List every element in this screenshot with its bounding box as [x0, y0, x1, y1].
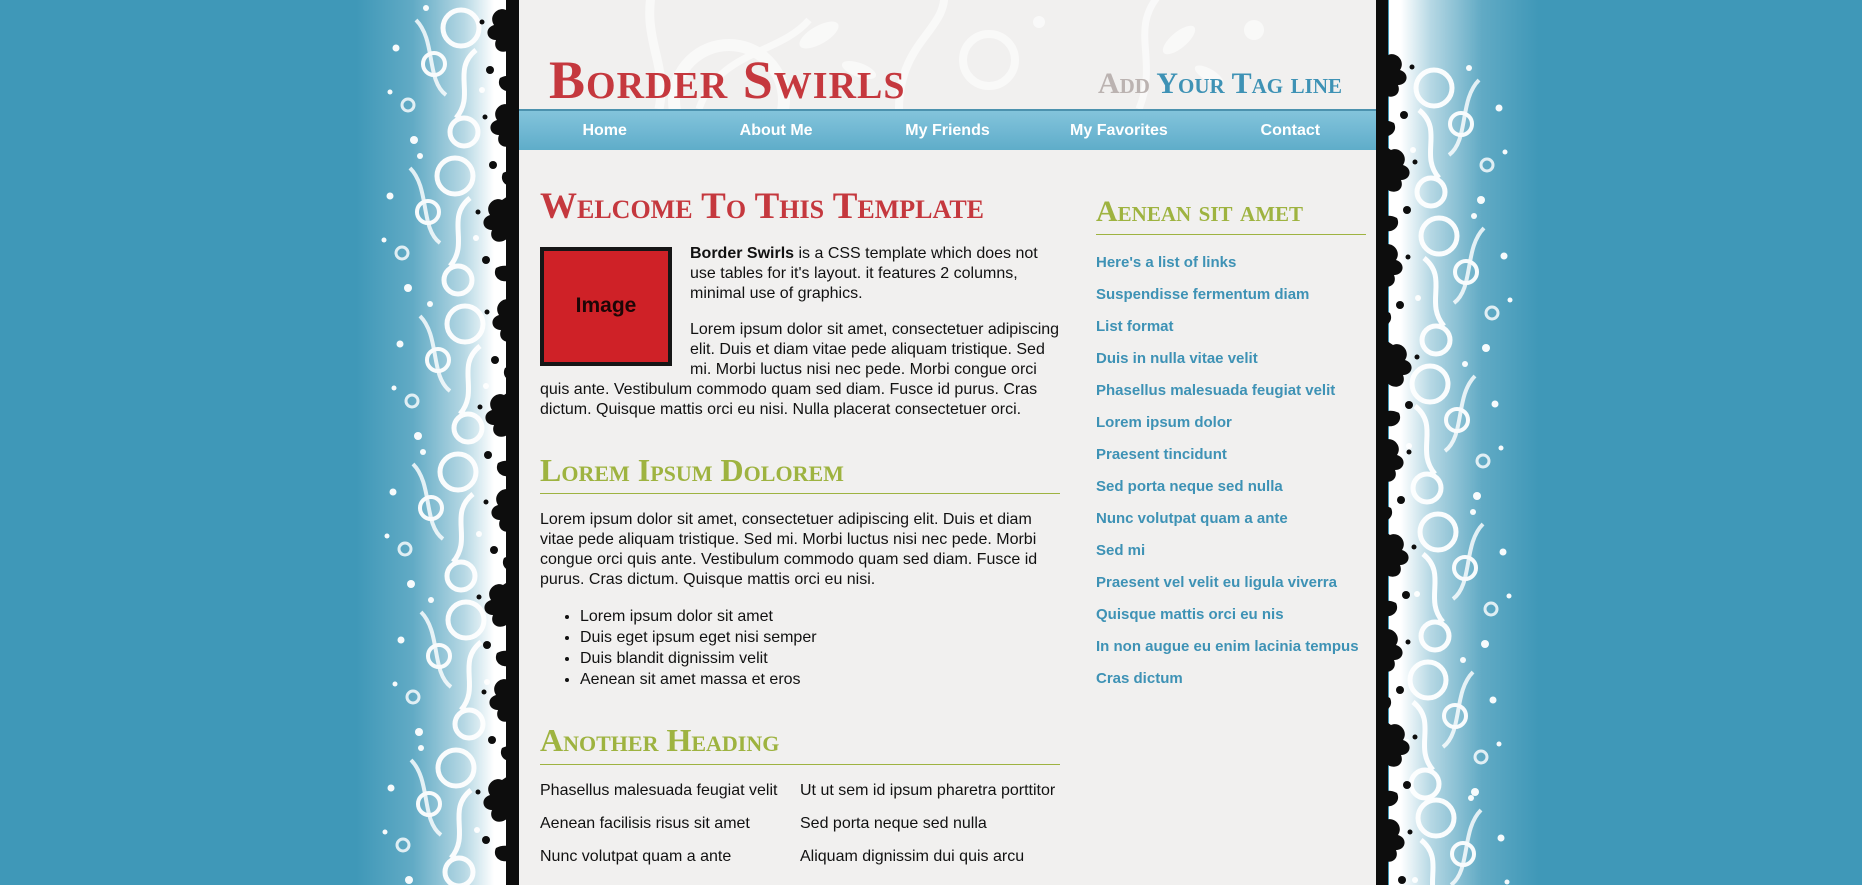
list-item: Aenean facilisis risus sit amet — [540, 814, 750, 832]
bullet-item: • Lorem ipsum dolor sit amet — [580, 606, 1060, 627]
list-item: Aliquam dignissim dui quis arcu — [800, 847, 1025, 865]
nav-item[interactable]: My Favorites — [1070, 121, 1168, 139]
sidebar-link[interactable]: Phasellus malesuada feugiat velit — [1096, 381, 1336, 399]
section-paragraph: Lorem ipsum dolor sit amet, consectetuer adipiscing elit. Duis et diam vitae pede aliquam tristique. Sed mi. Morbi luctus nisi nec pede. Morbi congue orci quis ante. Vestibulum commodo quam sed diam. Fusce id purus. Cras dictum. Quisque mattis orci eu nisi. — [540, 511, 1038, 589]
sidebar-link[interactable]: Praesent tincidunt — [1096, 445, 1227, 463]
sidebar-link[interactable]: In non augue eu enim lacinia tempus — [1096, 637, 1359, 655]
main-nav — [519, 109, 1376, 150]
tagline-rest: Your Tag line — [1156, 67, 1342, 100]
sidebar-links — [1096, 247, 1362, 695]
two-column-list — [540, 781, 1060, 880]
sidebar-link[interactable]: Sed mi — [1096, 541, 1146, 559]
nav-item[interactable]: About Me — [739, 121, 813, 139]
nav-item[interactable]: My Friends — [905, 121, 990, 139]
intro-paragraph-2: Lorem ipsum dolor sit amet, consectetuer adipiscing elit. Duis et diam vitae pede aliquam tristique. Sed mi. Morbi luctus nisi nec pede. Morbi congue orci quis ante. Vestibulum commodo quam sed diam. Fusce id purus. Cras dictum. Quisque mattis orci eu nisi. Nulla placerat consectetuer orci. — [540, 320, 1060, 418]
sidebar-link[interactable]: Here's a list of links — [1096, 253, 1237, 271]
bullet-item: • Aenean sit amet massa et eros — [580, 669, 1060, 690]
intro-section — [540, 244, 1060, 420]
content-area — [519, 0, 1376, 885]
page-body — [519, 150, 1376, 880]
two-column-right — [800, 781, 1060, 880]
sidebar-link[interactable]: Praesent vel velit eu ligula viverra — [1096, 573, 1337, 591]
list-item: Nunc volutpat quam a ante — [540, 847, 732, 865]
sidebar-link[interactable]: Nunc volutpat quam a ante — [1096, 509, 1288, 527]
sidebar — [1096, 150, 1366, 880]
bullet-list — [540, 606, 1060, 690]
nav-item[interactable]: Contact — [1260, 121, 1321, 139]
sidebar-link[interactable]: Suspendisse fermentum diam — [1096, 285, 1310, 303]
bullet-item: • Duis blandit dignissim velit — [580, 648, 1060, 669]
section-heading-lorem: Lorem Ipsum Dolorem — [540, 454, 1060, 495]
tagline-add: Add — [1097, 67, 1150, 100]
sidebar-link[interactable]: Quisque mattis orci eu nis — [1096, 605, 1284, 623]
main-column — [540, 150, 1060, 880]
sidebar-link[interactable]: Sed porta neque sed nulla — [1096, 477, 1283, 495]
sidebar-link[interactable]: Duis in nulla vitae velit — [1096, 349, 1258, 367]
intro-bold-text: Border Swirls — [690, 244, 795, 262]
bullet-item: • Duis eget ipsum eget nisi semper — [580, 627, 1060, 648]
intro-rest-text: is a CSS template which does not use tables for it's layout. it features 2 columns, minimal use of graphics. — [690, 244, 1038, 302]
two-column-left — [540, 781, 800, 880]
image-placeholder-label: Image — [575, 294, 637, 318]
list-item: Ut ut sem id ipsum pharetra porttitor — [800, 781, 1056, 799]
welcome-heading: Welcome To This Template — [540, 186, 985, 227]
sidebar-link[interactable]: List format — [1096, 317, 1174, 335]
site-title: Border Swirls — [549, 50, 906, 109]
list-item: Phasellus malesuada feugiat velit — [540, 781, 778, 799]
list-item: Sed porta neque sed nulla — [800, 814, 987, 832]
sidebar-heading: Aenean sit amet — [1096, 196, 1366, 235]
sidebar-link[interactable]: Cras dictum — [1096, 669, 1183, 687]
sidebar-link[interactable]: Lorem ipsum dolor — [1096, 413, 1232, 431]
image-placeholder — [540, 247, 672, 366]
page-header — [519, 0, 1376, 109]
section-heading-another: Another Heading — [540, 724, 1060, 765]
nav-item[interactable]: Home — [582, 121, 627, 139]
tagline — [1098, 69, 1342, 99]
